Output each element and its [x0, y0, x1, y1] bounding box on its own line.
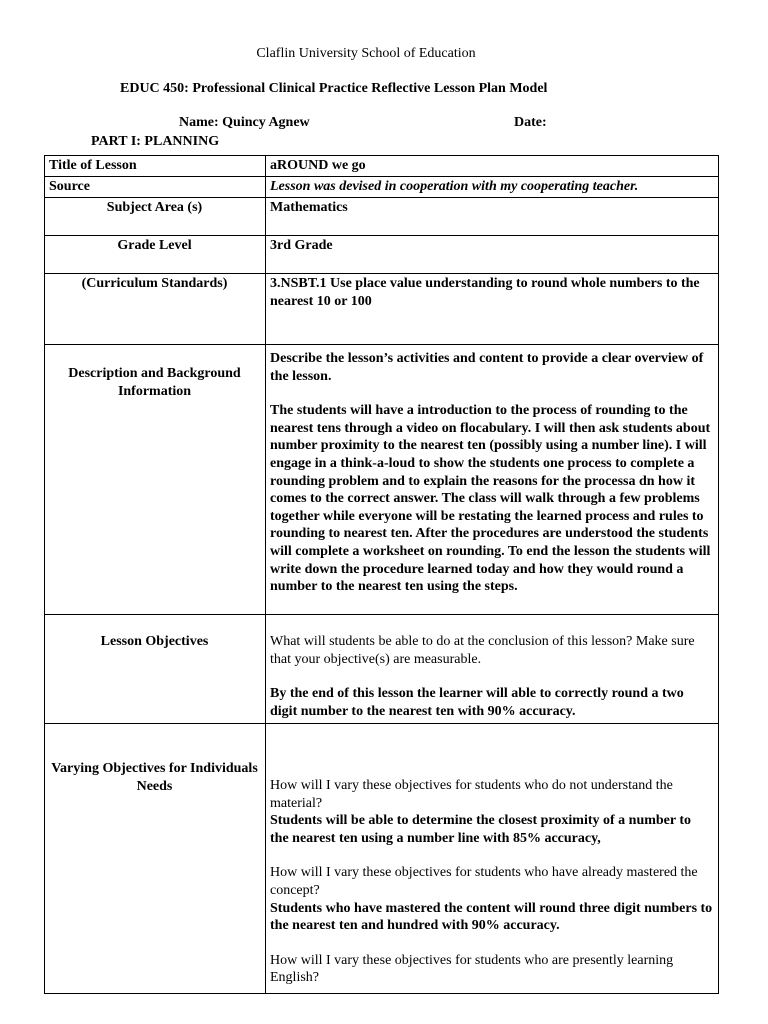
subject-label: Subject Area (s) — [45, 198, 266, 236]
row-description — [45, 345, 719, 615]
part-heading: PART I: PLANNING — [91, 134, 220, 149]
objectives-prompt: What will students be able to do at the conclusion of this lesson? Make sure that your objective(s) are measurable. — [270, 634, 695, 667]
date-label: Date: — [514, 115, 547, 130]
grade-value: 3rd Grade — [266, 236, 719, 274]
varying-answer-1: Students will be able to determine the closest proximity of a number to the nearest ten using a number line with 85% accuracy, — [270, 813, 692, 846]
school-title: Claflin University School of Education — [256, 46, 476, 61]
objectives-answer: By the end of this lesson the learner will able to correctly round a two digit number to the nearest ten with 90% accuracy. — [270, 686, 684, 719]
row-objectives — [45, 615, 719, 724]
objectives-label: Lesson Objectives — [45, 615, 266, 724]
varying-label: Varying Objectives for Individuals Needs — [45, 724, 266, 994]
row-standards — [45, 274, 719, 345]
standards-label: (Curriculum Standards) — [45, 274, 266, 345]
lesson-plan-table — [44, 155, 719, 994]
source-label: Source — [45, 177, 266, 198]
title-label: Title of Lesson — [45, 156, 266, 177]
row-subject — [45, 198, 719, 236]
source-value: Lesson was devised in cooperation with my cooperating teacher. — [266, 177, 719, 198]
objectives-cell — [266, 615, 719, 724]
description-cell — [266, 345, 719, 615]
title-value: aROUND we go — [266, 156, 719, 177]
description-prompt: Describe the lesson’s activities and content to provide a clear overview of the lesson. — [270, 351, 704, 384]
row-title — [45, 156, 719, 177]
description-body: The students will have a introduction to the process of rounding to the nearest tens through a video on flocabulary. I will then ask students about number proximity to the nearest ten (possibly using a number line). I will engage in a think-a-loud to show the students one process to complete a rounding problem and to explain the reasons for the processa dn how it comes to the correct answer. The class will walk through a few problems together while everyone will be restating the learned process and rules to rounding to nearest ten. After the procedures are understood the students will complete a worksheet on rounding. To end the lesson the students will write down the procedure learned today and how they would round a number to the nearest ten using the steps. — [270, 403, 711, 595]
varying-question-2: How will I vary these objectives for students who have already mastered the concept? — [270, 865, 698, 898]
varying-answer-2: Students who have mastered the content will round three digit numbers to the nearest ten and hundred with 90% accuracy. — [270, 900, 713, 934]
description-label: Description and Background Information — [45, 345, 266, 615]
course-title: EDUC 450: Professional Clinical Practice Reflective Lesson Plan Model — [120, 81, 548, 96]
name-line: Name: Quincy Agnew — [179, 115, 310, 130]
row-varying — [45, 724, 719, 994]
varying-question-3: How will I vary these objectives for students who are presently learning English? — [270, 952, 674, 986]
row-source — [45, 177, 719, 198]
subject-value: Mathematics — [266, 198, 719, 236]
varying-cell — [266, 724, 719, 994]
standards-value: 3.NSBT.1 Use place value understanding to round whole numbers to the nearest 10 or 100 — [266, 274, 719, 345]
varying-question-1: How will I vary these objectives for students who do not understand the material? — [270, 778, 673, 811]
row-grade — [45, 236, 719, 274]
grade-label: Grade Level — [45, 236, 266, 274]
